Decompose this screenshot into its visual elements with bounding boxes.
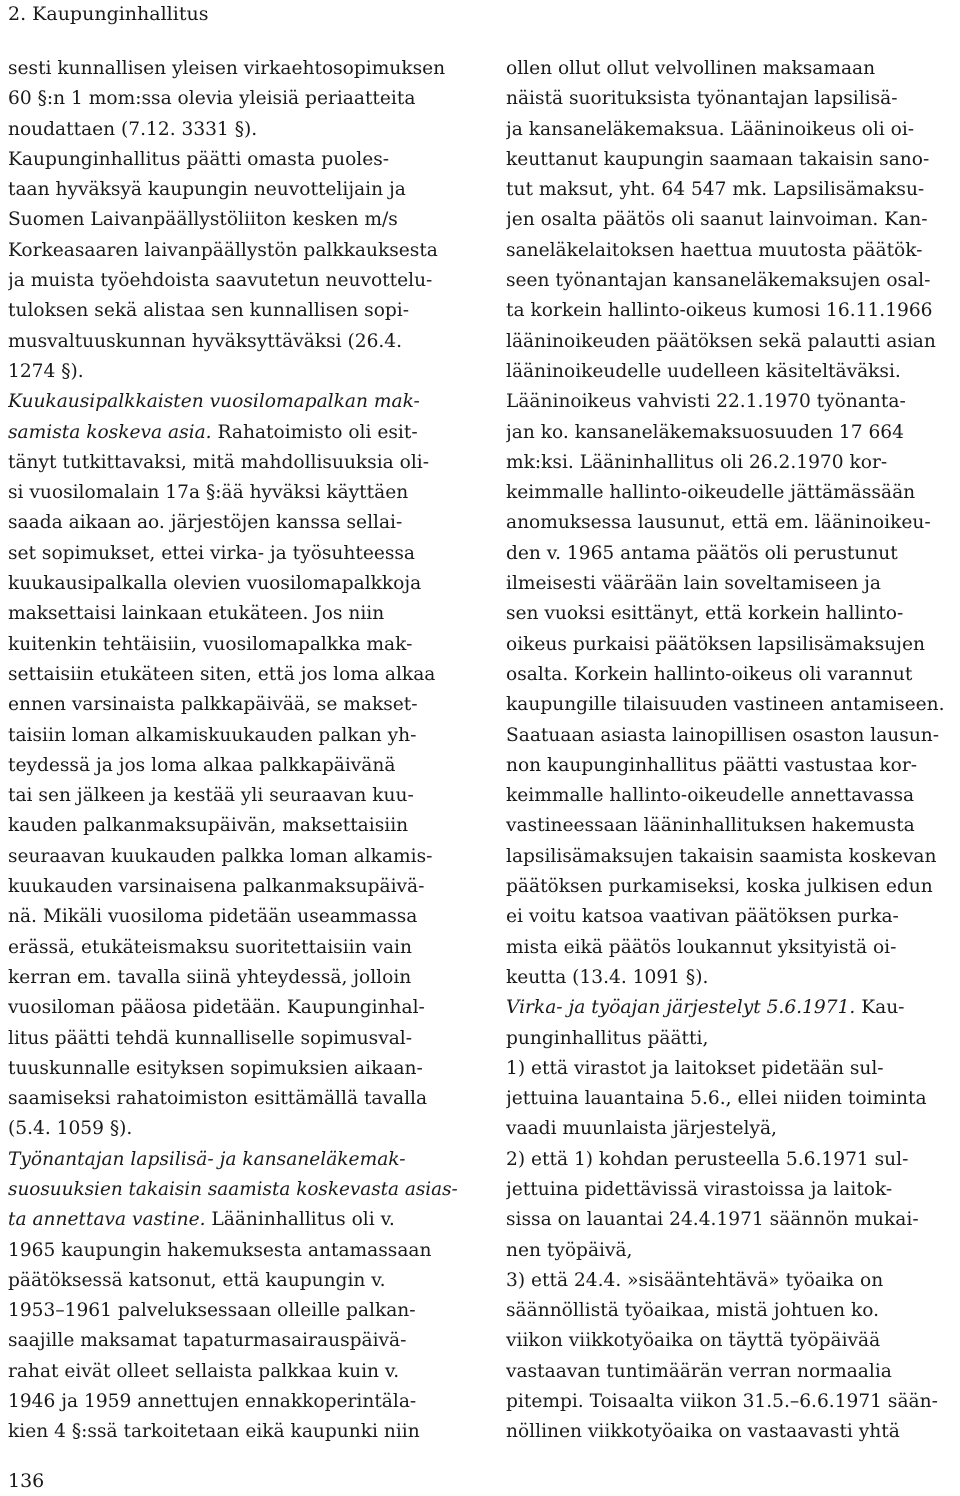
text-line: (5.4. 1059 §).	[8, 1118, 133, 1140]
page-number: 136	[8, 1470, 45, 1492]
text-line: anomuksessa lausunut, että em. lääninoikeu-	[506, 512, 931, 534]
text-line: kuukauden varsinaisena palkanmaksupäivä-	[8, 876, 425, 898]
text-line: 1965 kaupungin hakemuksesta antamassaan	[8, 1239, 432, 1261]
italic-heading-segment: Virka- ja työajan järjestelyt 5.6.1971.	[506, 997, 856, 1019]
text-line: viikon viikkotyöaika on täyttä työpäivää	[506, 1330, 881, 1352]
text-line: rahat eivät olleet sellaista palkkaa kuin v.	[8, 1360, 400, 1382]
text-line: Kaupunginhallitus päätti omasta puoles-	[8, 148, 390, 170]
italic-heading-segment: samista koskeva asia.	[8, 421, 212, 443]
text-line	[506, 993, 954, 1023]
text-line: jan ko. kansaneläkemaksuosuuden 17 664	[506, 421, 904, 443]
text-line: mk:ksi. Lääninhallitus oli 26.2.1970 kor-	[506, 451, 888, 473]
text-line: kauden palkanmaksupäivän, maksettaisiin	[8, 815, 409, 837]
text-line: pitempi. Toisaalta viikon 31.5.–6.6.1971 sään-	[506, 1391, 938, 1413]
text-line: osalta. Korkein hallinto-oikeus oli varannut	[506, 663, 913, 685]
text-line: lääninoikeuden päätöksen sekä palautti asian	[506, 330, 936, 352]
text-segment: Kau-	[855, 997, 905, 1019]
text-line: taan hyväksyä kaupungin neuvottelijain ja	[8, 179, 406, 201]
text-line: Lääninoikeus vahvisti 22.1.1970 työnanta-	[506, 391, 906, 413]
text-line: keuttanut kaupungin saamaan takaisin sano-	[506, 148, 930, 170]
text-line: seuraavan kuukauden palkka loman alkamis-	[8, 845, 433, 867]
text-line: tuloksen sekä alistaa sen kunnallisen sopi-	[8, 300, 410, 322]
text-line: ja kansaneläkemaksua. Lääninoikeus oli oi-	[506, 118, 915, 140]
text-line: lapsilisämaksujen takaisin saamista koskevan	[506, 845, 937, 867]
text-line: maksettaisi lainkaan etukäteen. Jos niin	[8, 603, 385, 625]
text-line: kaupungille tilaisuuden vastineen antamiseen.	[506, 694, 945, 716]
text-line: nen työpäivä,	[506, 1239, 633, 1261]
text-line: Saatuaan asiasta lainopillisen osaston lausun-	[506, 724, 940, 746]
text-line: kien 4 §:ssä tarkoitetaan eikä kaupunki niin	[8, 1421, 420, 1443]
text-line: saamiseksi rahatoimiston esittämällä tavalla	[8, 1088, 428, 1110]
text-line: 1274 §).	[8, 360, 84, 382]
running-header: 2. Kaupunginhallitus	[8, 3, 209, 25]
text-line: 60 §:n 1 mom:ssa olevia yleisiä periaatteita	[8, 88, 416, 110]
text-line: tuuskunnalle esityksen sopimuksien aikaan-	[8, 1057, 423, 1079]
text-line: seen työnantajan kansaneläkemaksujen osal-	[506, 270, 931, 292]
text-line: set sopimukset, ettei virka- ja työsuhteessa	[8, 542, 415, 564]
text-line: Työnantajan lapsilisä- ja kansaneläkemak-	[8, 1148, 406, 1170]
text-line: tut maksut, yht. 64 547 mk. Lapsilisämaksu-	[506, 179, 925, 201]
text-line: oikeus purkaisi päätöksen lapsilisämaksujen	[506, 633, 925, 655]
text-line: 1953–1961 palveluksessaan olleille palkan-	[8, 1300, 416, 1322]
text-line: ja muista työehdoista saavutetun neuvottelu-	[8, 270, 433, 292]
text-line: erässä, etukäteismaksu suoritettaisiin vain	[8, 936, 412, 958]
text-line: jettuina pidettävissä virastoissa ja laitok-	[506, 1178, 893, 1200]
italic-heading-segment: ta annettava vastine.	[8, 1209, 206, 1231]
text-line: 1) että virastot ja laitokset pidetään sul-	[506, 1057, 884, 1079]
text-line	[8, 418, 460, 448]
text-line: jen osalta päätös oli saanut lainvoiman. Kan-	[506, 209, 928, 231]
text-line: ollen ollut ollut velvollinen maksamaan	[506, 58, 876, 79]
text-line: punginhallitus päätti,	[506, 1027, 709, 1049]
text-line: nöllinen viikkotyöaika on vastaavasti yhtä	[506, 1421, 900, 1443]
text-line: näistä suorituksista työnantajan lapsilisä-	[506, 88, 898, 110]
text-line: noudattaen (7.12. 3331 §).	[8, 118, 258, 140]
text-line: päätöksessä katsonut, että kaupungin v.	[8, 1269, 386, 1291]
text-line: 2) että 1) kohdan perusteella 5.6.1971 sul-	[506, 1148, 909, 1170]
text-line: vuosiloman pääosa pidetään. Kaupunginhal-	[8, 997, 425, 1019]
left-text-column	[8, 54, 460, 1448]
text-line: mista eikä päätös loukannut yksityistä oi-	[506, 936, 897, 958]
text-line: ilmeisesti väärään lain soveltamiseen ja	[506, 573, 881, 595]
text-line: nä. Mikäli vuosiloma pidetään useammassa	[8, 906, 418, 928]
text-line: settaisiin etukäteen siten, että jos loma alkaa	[8, 663, 436, 685]
text-line: keutta (13.4. 1091 §).	[506, 966, 709, 988]
text-segment: Lääninhallitus oli v.	[205, 1209, 395, 1231]
text-line: sissa on lauantai 24.4.1971 säännön mukai-	[506, 1209, 919, 1231]
text-line: ennen varsinaista palkkapäivää, se makset-	[8, 694, 418, 716]
text-line: si vuosilomalain 17a §:ää hyväksi käyttäen	[8, 482, 409, 504]
text-line: musvaltuuskunnan hyväksyttäväksi (26.4.	[8, 330, 403, 352]
text-line: non kaupunginhallitus päätti vastustaa kor-	[506, 754, 918, 776]
text-line: den v. 1965 antama päätös oli perustunut	[506, 542, 898, 564]
text-line: saajille maksamat tapaturmasairauspäivä-	[8, 1330, 407, 1352]
text-line: vastaavan tuntimäärän verran normaalia	[506, 1360, 892, 1382]
text-line: sen vuoksi esittänyt, että korkein hallinto-	[506, 603, 904, 625]
text-line: tänyt tutkittavaksi, mitä mahdollisuuksia oli-	[8, 451, 430, 473]
text-line: ta korkein hallinto-oikeus kumosi 16.11.1966	[506, 300, 933, 322]
text-line: lääninoikeudelle uudelleen käsiteltäväksi.	[506, 360, 901, 382]
text-line: litus päätti tehdä kunnalliselle sopimusval-	[8, 1027, 413, 1049]
text-line: vaadi muunlaista järjestelyä,	[506, 1118, 777, 1140]
text-line: 1946 ja 1959 annettujen ennakkoperintäla-	[8, 1391, 417, 1413]
text-line: Suomen Laivanpäällystöliiton kesken m/s	[8, 209, 398, 231]
text-line: keimmalle hallinto-oikeudelle annettavassa	[506, 785, 915, 807]
text-line: taisiin loman alkamiskuukauden palkan yh-	[8, 724, 417, 746]
text-line	[8, 1205, 460, 1235]
text-line: suosuuksien takaisin saamista koskevasta asias-	[8, 1178, 458, 1200]
text-line: kuukausipalkalla olevien vuosilomapalkkoja	[8, 573, 422, 595]
text-line: kerran em. tavalla siinä yhteydessä, jolloin	[8, 966, 412, 988]
text-line: päätöksen purkamiseksi, koska julkisen edun	[506, 876, 933, 898]
text-line: vastineessaan lääninhallituksen hakemusta	[506, 815, 915, 837]
text-line: keimmalle hallinto-oikeudelle jättämässään	[506, 482, 916, 504]
text-line: Korkeasaaren laivanpäällystön palkkauksesta	[8, 239, 438, 261]
text-line: teydessä ja jos loma alkaa palkkapäivänä	[8, 754, 396, 776]
text-line: tai sen jälkeen ja kestää yli seuraavan kuu-	[8, 785, 414, 807]
text-line: jettuina lauantaina 5.6., ellei niiden toiminta	[506, 1088, 927, 1110]
text-line: säännöllistä työaikaa, mistä johtuen ko.	[506, 1300, 880, 1322]
text-line: saada aikaan ao. järjestöjen kanssa sellai-	[8, 512, 403, 534]
right-text-column	[506, 54, 954, 1448]
text-segment: Rahatoimisto oli esit-	[211, 421, 418, 443]
text-line: saneläkelaitoksen haettua muutosta päätök-	[506, 239, 923, 261]
text-line: Kuukausipalkkaisten vuosilomapalkan mak-	[8, 391, 420, 413]
text-line: 3) että 24.4. »sisääntehtävä» työaika on	[506, 1269, 884, 1291]
text-line: ei voitu katsoa vaativan päätöksen purka-	[506, 906, 899, 928]
text-line: sesti kunnallisen yleisen virkaehtosopimuksen	[8, 58, 446, 79]
text-line: kuitenkin tehtäisiin, vuosilomapalkka mak-	[8, 633, 413, 655]
